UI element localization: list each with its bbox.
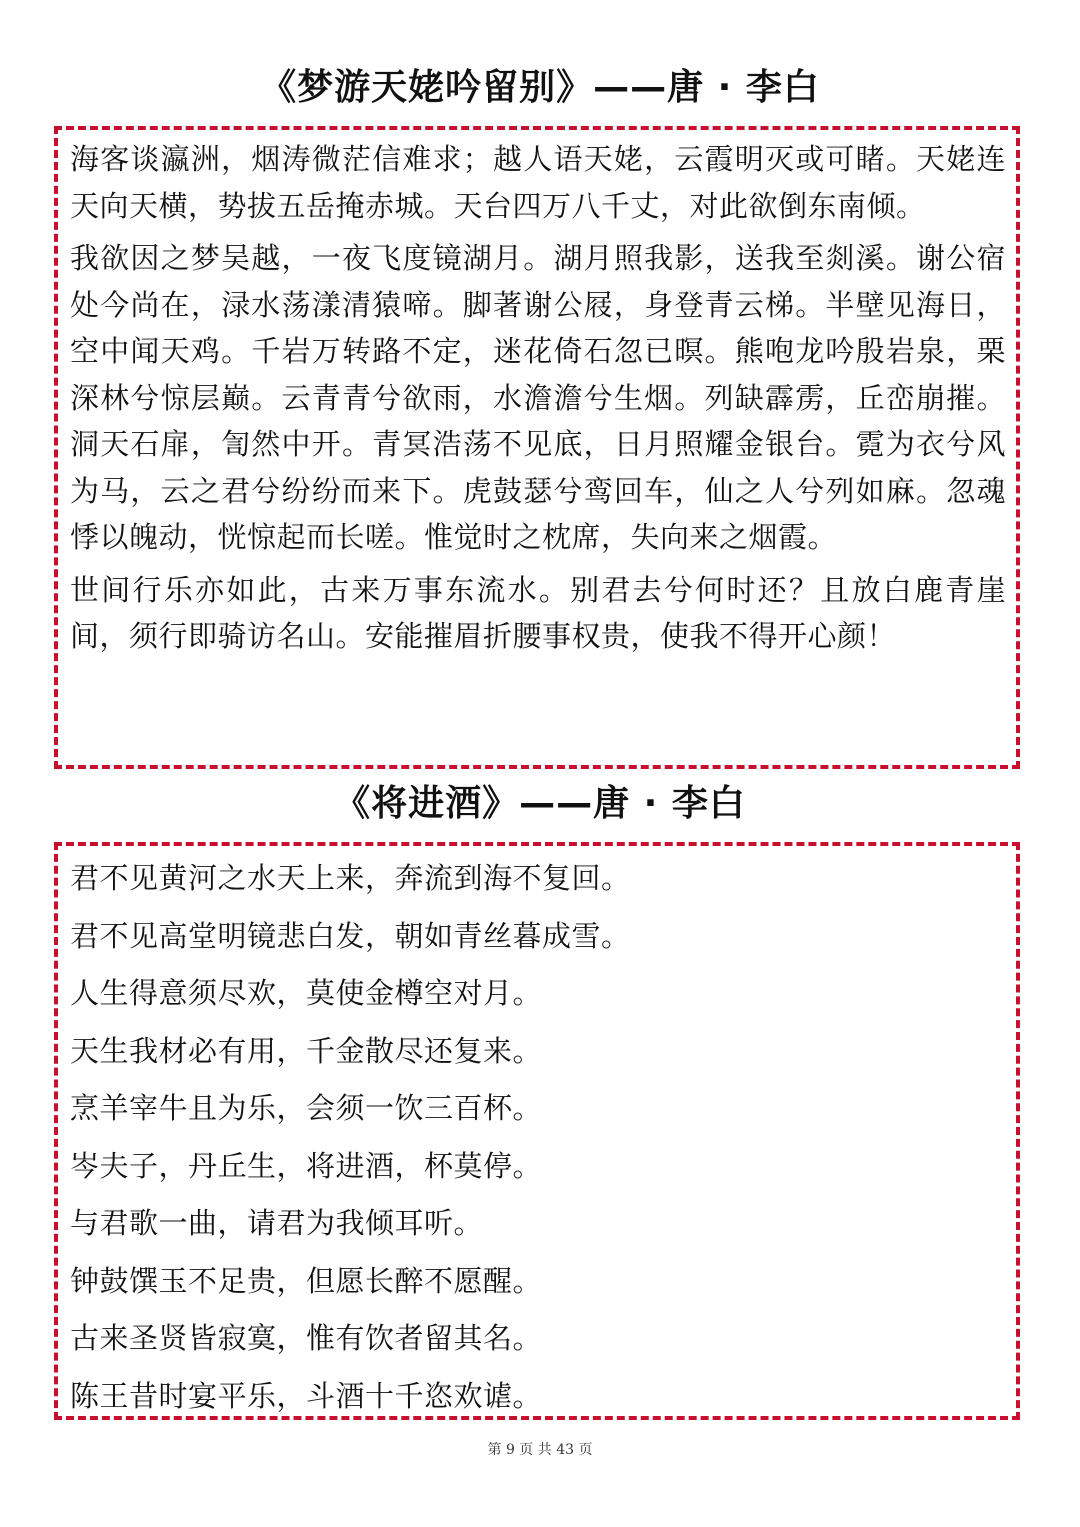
poem-1-paragraph: 海客谈瀛洲，烟涛微茫信难求；越人语天姥，云霞明灭或可睹。天姥连天向天横，势拔五岳掩赤城。天台四万八千丈，对此欲倒东南倾。 [70, 142, 1006, 223]
poem-1-paragraph: 世间行乐亦如此，古来万事东流水。别君去兮何时还？且放白鹿青崖间，须行即骑访名山。安能摧眉折腰事权贵，使我不得开心颜！ [70, 572, 1006, 653]
poem-2-box [54, 842, 1020, 1420]
poem-2-line: 君不见黄河之水天上来，奔流到海不复回。 [70, 861, 631, 895]
page-number: 第 9 页 共 43 页 [487, 1442, 593, 1458]
poem-2-line: 岑夫子，丹丘生，将进酒，杯莫停。 [70, 1148, 543, 1183]
poem-2-line: 陈王昔时宴平乐，斗酒十千恣欢谑。 [70, 1378, 543, 1413]
poem-2-line: 人生得意须尽欢，莫使金樽空对月。 [70, 976, 543, 1010]
poem-2-title: 《将进酒》——唐 · 李白 [334, 783, 746, 824]
poem-1-box [54, 126, 1020, 769]
poem-2-line: 烹羊宰牛且为乐，会须一饮三百杯。 [70, 1091, 543, 1125]
poem-2-line: 天生我材必有用，千金散尽还复来。 [70, 1033, 543, 1068]
poem-2-line: 古来圣贤皆寂寞，惟有饮者留其名。 [70, 1321, 543, 1355]
poem-1-paragraph: 我欲因之梦吴越，一夜飞度镜湖月。湖月照我影，送我至剡溪。谢公宿处今尚在，渌水荡漾清猿啼。脚著谢公屐，身登青云梯。半壁见海日，空中闻天鸡。千岩万转路不定，迷花倚石忽已暝。熊咆龙吟殷岩泉，栗深林兮惊层巅。云青青兮欲雨，水澹澹兮生烟。列缺霹雳，丘峦崩摧。洞天石扉，訇然中开。青冥浩荡不见底，日月照耀金银台。霓为衣兮风为马，云之君兮纷纷而来下。虎鼓瑟兮鸾回车，仙之人兮列如麻。忽魂悸以魄动，恍惊起而长嗟。惟觉时之枕席，失向来之烟霞。 [70, 241, 1006, 554]
poem-2-line: 与君歌一曲，请君为我倾耳听。 [70, 1206, 484, 1240]
poem-2-line: 君不见高堂明镜悲白发，朝如青丝暮成雪。 [70, 918, 631, 953]
poem-1-title: 《梦游天姥吟留别》——唐 · 李白 [260, 67, 820, 108]
poem-2-line: 钟鼓馔玉不足贵，但愿长醉不愿醒。 [70, 1263, 543, 1298]
